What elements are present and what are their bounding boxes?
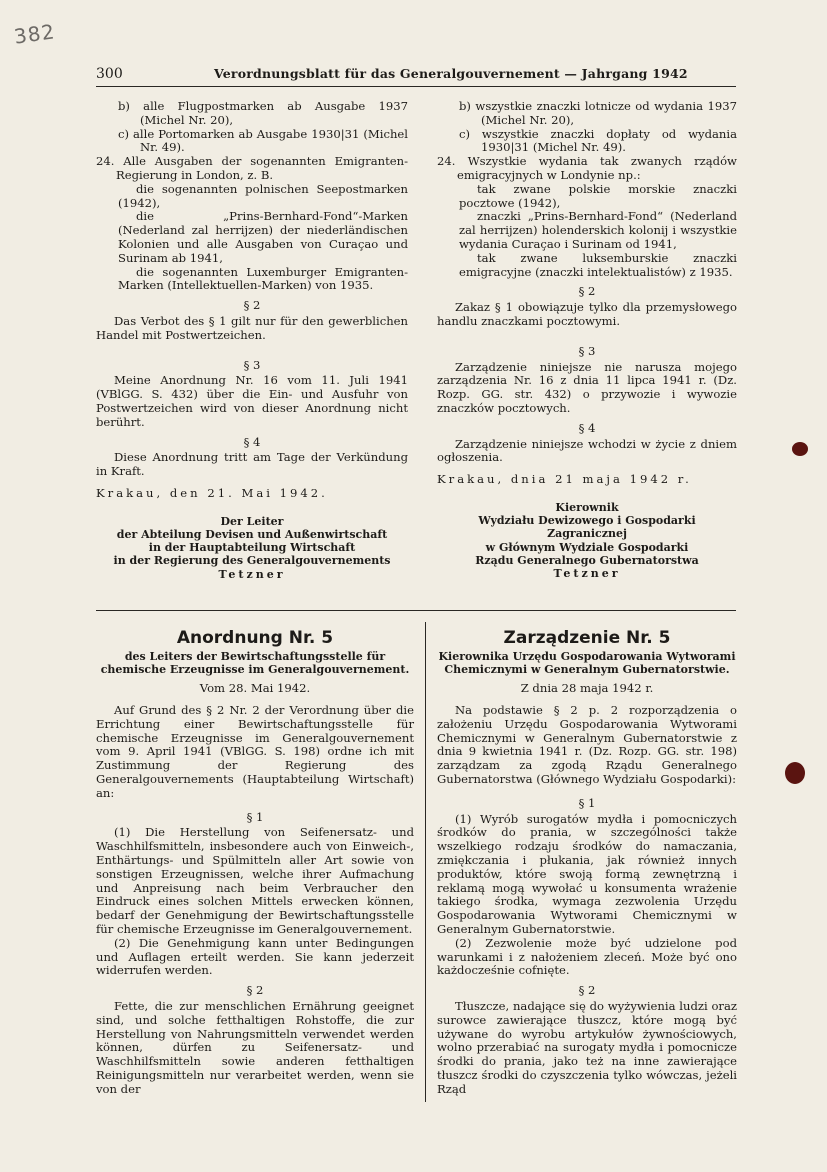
list-item: die sogenannten Luxemburger Emigranten-Marken (Intellektuellen-Marken) von 1935.: [118, 264, 408, 293]
document-date: Z dnia 28 maja 1942 r.: [520, 681, 654, 696]
list-item: tak zwane polskie morskie znaczki pocztowe (1942),: [459, 181, 737, 210]
list-item: b) alle Flugpostmarken ab Ausgabe 1937 (Michel Nr. 20),: [118, 99, 408, 127]
signer-name: Tetzner: [553, 566, 621, 580]
signature-line: Rządu Generalnego Gubernatorstwa: [475, 553, 699, 567]
intro-text: Na podstawie § 2 p. 2 rozporządzenia o założeniu Urzędu Gospodarowania Wytworami Chemicznymi w Generalnym Gubernatorstwie z dnia 9 kwietnia 1941 r. (Dz. Rozp. GG. str. 198) zarządzam za zgodą Rządu Generalnego Gubernatorstwa (Głównego Wydziału Gospodarki):: [437, 703, 737, 786]
list-item: b) wszystkie znaczki lotnicze od wydania 1937 (Michel Nr. 20),: [459, 99, 737, 127]
signature-line: w Głównym Wydziale Gospodarki: [485, 540, 689, 554]
section-heading: § 4: [243, 434, 261, 449]
ink-spot: [792, 442, 808, 456]
list-item: tak zwane luksemburskie znaczki emigracyjne (znaczki intelektualistów) z 1935.: [459, 250, 737, 279]
signature-line: Wydziału Dewizowego i Gospodarki Zagranicznej: [478, 514, 696, 541]
section-heading: § 2: [246, 983, 264, 998]
list-item: 24. Alle Ausgaben der sogenannten Emigranten-Regierung in London, z. B.: [96, 154, 408, 182]
top-left-column: [96, 100, 408, 581]
section-text: (1) Wyrób surogatów mydła i pomocniczych środków do prania, w szczególności także wszelkiego rodzaju środków do namaczania, zmiękczania i płukania, jak również innych produktów, które swoją formą zewnętrzną i reklamą mogą wywołać u konsumenta wrażenie takiego środka, wymaga zezwolenia Urzędu Gospodarowania Wytworami Chemicznymi w Generalnym Gubernatorstwie.: [437, 811, 737, 936]
signature-line: Der Leiter: [220, 514, 284, 528]
page-header: [96, 66, 736, 87]
place-date: Krakau, den 21. Mai 1942.: [96, 485, 328, 500]
list-item: znaczki „Prins-Bernhard-Fond“ (Nederland zal herrijzen) holenderskich kolonij i wszystkie wydania Curaçao i Surinam od 1941,: [459, 209, 737, 251]
signer-name: Tetzner: [218, 567, 286, 581]
document-title: Anordnung Nr. 5: [176, 628, 334, 648]
section-divider: [96, 610, 736, 611]
ink-spot: [785, 762, 805, 784]
list-item: 24. Wszystkie wydania tak zwanych rządów emigracyjnych w Londynie np.:: [437, 154, 737, 182]
section-heading: § 2: [578, 284, 596, 299]
signature-line: der Abteilung Devisen und Außenwirtschaft: [116, 527, 388, 541]
section-text: Tłuszcze, nadające się do wyżywienia ludzi oraz surowce zawierające tłuszcz, które mogą być używane do wyrobu artykułów żywnościowych, wolno przerabiać na surogaty mydła i pomocnicze środki do prania, jako też na inne zawierające tłuszcz środki do czyszczenia tylko wówczas, jeżeli Rząd: [437, 998, 737, 1096]
section-text: Zakaz § 1 obowiązuje tylko dla przemysłowego handlu znaczkami pocztowymi.: [437, 300, 737, 328]
column-divider: [425, 622, 426, 1102]
intro-text: Auf Grund des § 2 Nr. 2 der Verordnung über die Errichtung einer Bewirtschaftungsstelle für chemische Erzeugnisse im Generalgouvernement vom 9. April 1941 (VBlGG. S. 198) ordne ich mit Zustimmung der Regierung des Generalgouvernements (Hauptabteilung Wirtschaft) an:: [96, 703, 414, 800]
list-item: die „Prins-Bernhard-Fond“-Marken (Nederland zal herrijzen) der niederländischen Kolonien und alle Ausgaben von Curaçao und Surinam ab 1941,: [118, 209, 408, 265]
signature-line: Kierownik: [555, 500, 619, 514]
place-date: Krakau, dnia 21 maja 1942 r.: [437, 472, 692, 487]
header-title: Verordnungsblatt für das Generalgouvernement — Jahrgang 1942: [214, 66, 688, 81]
bottom-left-column: [96, 628, 414, 1097]
signature-line: in der Hauptabteilung Wirtschaft: [148, 541, 356, 555]
section-text: Zarządzenie niniejsze nie narusza mojego zarządzenia Nr. 16 z dnia 11 lipca 1941 r. (Dz. Rozp. GG. str. 432) o przywozie i wywozie znaczków pocztowych.: [437, 359, 737, 415]
section-text: (1) Die Herstellung von Seifenersatz- und Waschhilfsmitteln, insbesondere auch von Einweich-, Enthärtungs- und Spülmitteln aller Art sowie von sonstigen Erzeugnissen, welche ihrer Aufmachung und Anpreisung nach beim Verbraucher den Eindruck eines solchen Mittels erwecken können, bedarf der Genehmigung der Bewirtschaftungsstelle für chemische Erzeugnisse im Generalgouvernement.: [96, 825, 414, 936]
section-heading: § 1: [578, 795, 596, 810]
section-heading: § 3: [578, 343, 596, 358]
section-heading: § 4: [578, 420, 596, 435]
section-text: Das Verbot des § 1 gilt nur für den gewerblichen Handel mit Postwertzeichen.: [96, 313, 408, 342]
signature-block: [96, 515, 408, 581]
section-text: (2) Zezwolenie może być udzielone pod warunkami i z nałożeniem zleceń. Może być ono każdocześnie cofnięte.: [437, 935, 737, 978]
section-text: Zarządzenie niniejsze wchodzi w życie z dniem ogłoszenia.: [437, 436, 737, 465]
list-item: c) wszystkie znaczki dopłaty od wydania 1930|31 (Michel Nr. 49).: [459, 126, 737, 155]
section-heading: § 3: [243, 357, 261, 372]
section-heading: § 2: [578, 983, 596, 998]
section-text: Fette, die zur menschlichen Ernährung geeignet sind, und solche fetthaltigen Rohstoffe, die zur Herstellung von Nahrungsmitteln verwendet werden können, dürfen zu Seifenersatz- und Waschhilfsmitteln sowie anderen fetthaltigen Reinigungsmitteln nur verarbeitet werden, wenn sie von der: [96, 998, 414, 1096]
list-item: c) alle Portomarken ab Ausgabe 1930|31 (Michel Nr. 49).: [118, 126, 408, 155]
document-title: Zarządzenie Nr. 5: [503, 628, 671, 648]
section-heading: § 1: [246, 809, 264, 824]
top-right-column: [437, 100, 737, 580]
document-date: Vom 28. Mai 1942.: [199, 681, 311, 696]
list-item: die sogenannten polnischen Seepostmarken (1942),: [118, 181, 408, 210]
section-text: Diese Anordnung tritt am Tage der Verkündung in Kraft.: [96, 450, 408, 479]
document-subtitle: des Leiters der Bewirtschaftungsstelle für chemische Erzeugnisse im Generalgouvernement.: [100, 649, 410, 676]
handwritten-page-mark: 382: [12, 19, 57, 49]
signature-block: [437, 501, 737, 580]
signature-line: in der Regierung des Generalgouvernements: [113, 554, 391, 568]
section-text: (2) Die Genehmigung kann unter Bedingungen und Auflagen erteilt werden. Sie kann jederzeit widerrufen werden.: [96, 935, 414, 978]
bottom-right-column: [437, 628, 737, 1097]
section-text: Meine Anordnung Nr. 16 vom 11. Juli 1941 (VBlGG. S. 432) über die Ein- und Ausfuhr von Postwertzeichen wird von dieser Anordnung nicht berührt.: [96, 373, 408, 429]
section-heading: § 2: [243, 298, 261, 313]
page-number: 300: [96, 66, 123, 82]
document-subtitle: Kierownika Urzędu Gospodarowania Wytworami Chemicznymi w Generalnym Gubernatorstwie.: [438, 649, 736, 676]
